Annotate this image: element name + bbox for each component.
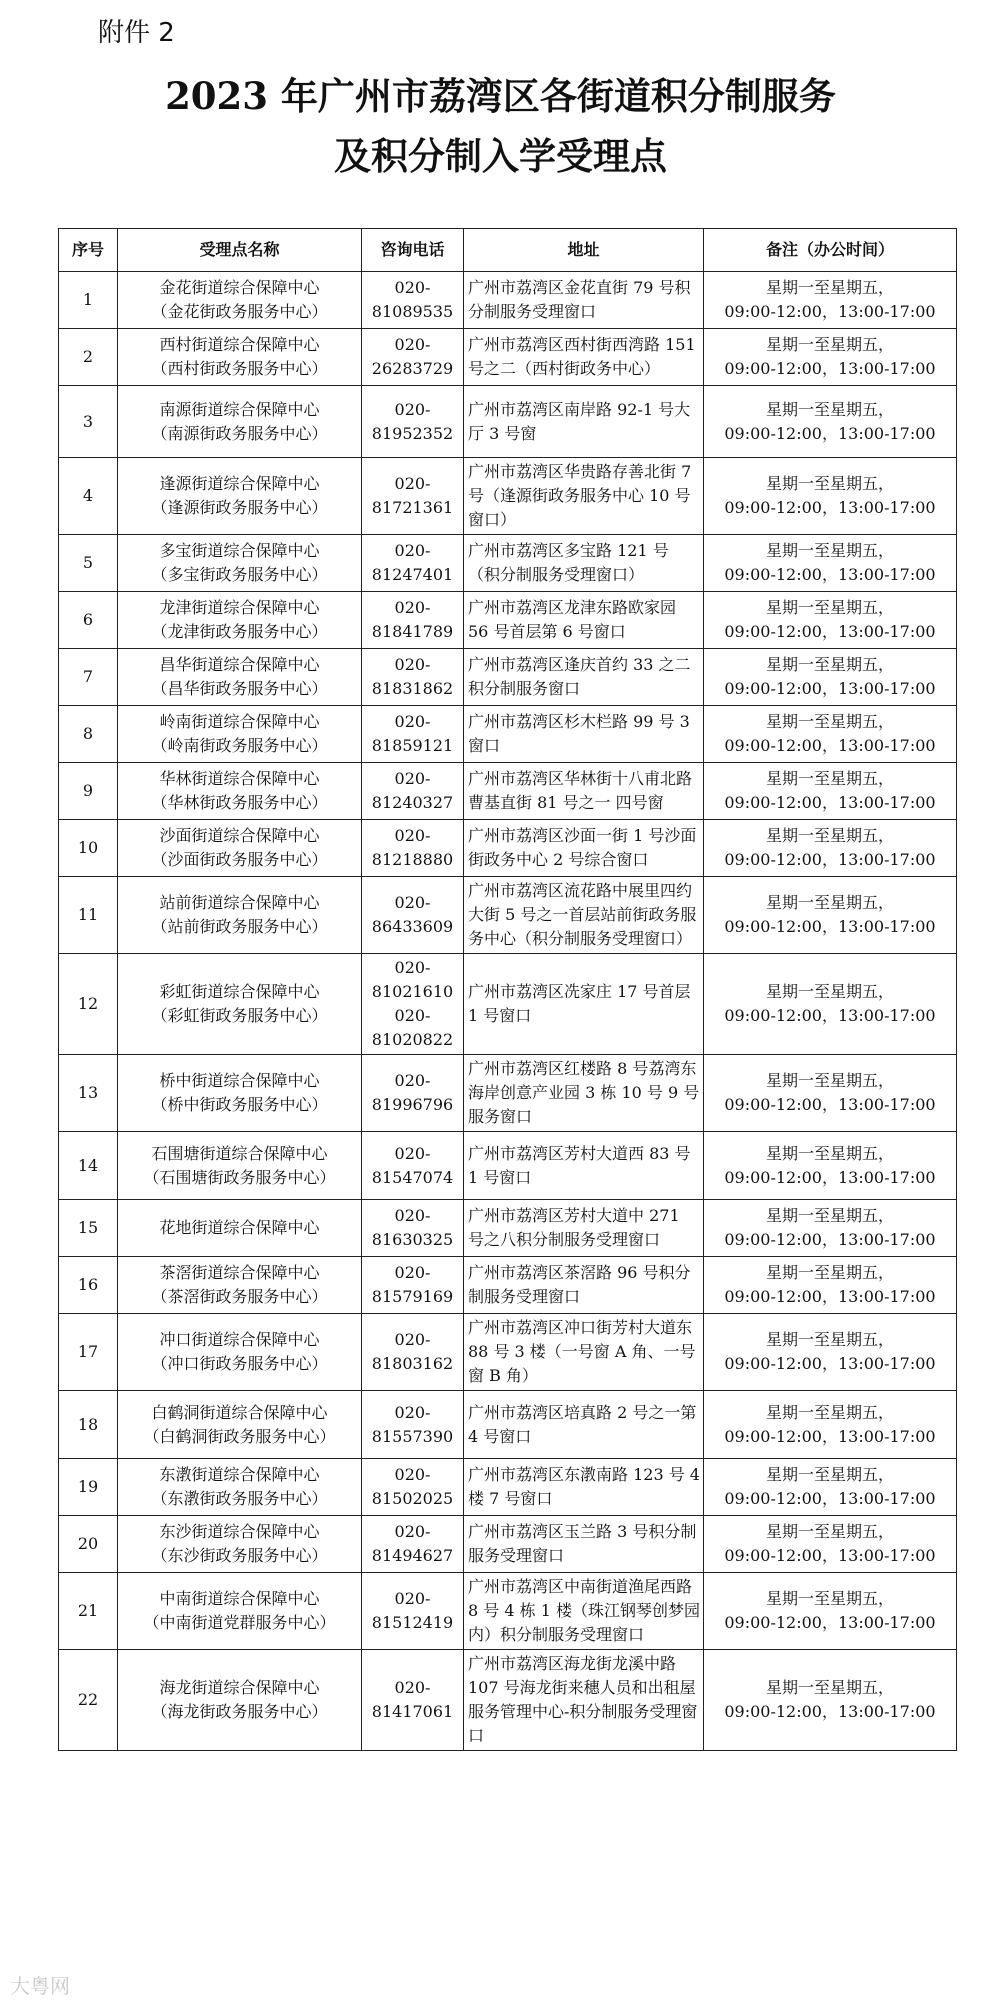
office-times: 09:00-12:00，13:00-17:00 xyxy=(724,1426,936,1446)
office-days: 星期一至星期五， xyxy=(765,399,894,419)
name-line: 华林街道综合保障中心 xyxy=(159,769,320,788)
office-times: 09:00-12:00，13:00-17:00 xyxy=(724,498,936,517)
service-point-name xyxy=(118,272,362,329)
office-days: 星期一至星期五， xyxy=(765,1206,894,1225)
table-header-row xyxy=(59,229,957,272)
office-days: 星期一至星期五， xyxy=(765,1263,894,1282)
header-note: 备注（办公时间） xyxy=(704,229,957,272)
office-days: 星期一至星期五， xyxy=(765,474,894,493)
service-point-name xyxy=(118,1257,362,1314)
attachment-label: 附件 2 xyxy=(98,18,175,48)
page-subtitle: 及积分制入学受理点 xyxy=(334,134,667,178)
name-subline: （逢源街政务服务中心） xyxy=(151,498,328,517)
name-line: 站前街道综合保障中心 xyxy=(159,893,320,912)
row-number: 13 xyxy=(59,1055,118,1132)
office-hours xyxy=(704,1516,957,1573)
office-times: 09:00-12:00，13:00-17:00 xyxy=(724,423,936,443)
name-subline: （彩虹街政务服务中心） xyxy=(151,1006,328,1025)
row-number: 22 xyxy=(59,1650,118,1751)
table-row xyxy=(59,820,957,877)
office-hours xyxy=(704,272,957,329)
office-days: 星期一至星期五， xyxy=(765,769,894,788)
address: 广州市荔湾区芳村大道中 271 号之八积分制服务受理窗口 xyxy=(464,1200,704,1257)
office-times: 09:00-12:00，13:00-17:00 xyxy=(724,1489,936,1508)
name-subline: （站前街政务服务中心） xyxy=(151,917,328,936)
row-number: 3 xyxy=(59,386,118,458)
phone-number: 020-81218880 xyxy=(362,820,464,877)
office-hours xyxy=(704,1200,957,1257)
table-row xyxy=(59,1314,957,1391)
office-times: 09:00-12:00，13:00-17:00 xyxy=(724,1167,936,1187)
table-row xyxy=(59,1055,957,1132)
office-hours xyxy=(704,706,957,763)
phone-number: 020-81547074 xyxy=(362,1132,464,1200)
row-number: 12 xyxy=(59,954,118,1055)
office-times: 09:00-12:00，13:00-17:00 xyxy=(724,917,936,936)
service-point-name xyxy=(118,1516,362,1573)
name-line: 东漖街道综合保障中心 xyxy=(159,1465,320,1484)
address: 广州市荔湾区海龙街龙溪中路 107 号海龙街来穗人员和出租屋服务管理中心-积分制服务受理窗口 xyxy=(464,1650,704,1751)
name-line: 石围塘街道综合保障中心 xyxy=(151,1143,328,1163)
table-row xyxy=(59,1391,957,1459)
page-title: 2023 年广州市荔湾区各街道积分制服务 xyxy=(165,74,836,118)
row-number: 18 xyxy=(59,1391,118,1459)
name-subline: （华林街政务服务中心） xyxy=(151,793,328,812)
office-times: 09:00-12:00，13:00-17:00 xyxy=(724,679,936,698)
name-line: 花地街道综合保障中心 xyxy=(159,1218,320,1237)
name-line: 彩虹街道综合保障中心 xyxy=(159,982,320,1001)
office-times: 09:00-12:00，13:00-17:00 xyxy=(724,736,936,755)
office-days: 星期一至星期五， xyxy=(765,982,894,1001)
phone-number: 020-81494627 xyxy=(362,1516,464,1573)
office-times: 09:00-12:00，13:00-17:00 xyxy=(724,850,936,869)
office-days: 星期一至星期五， xyxy=(765,335,894,354)
office-days: 星期一至星期五， xyxy=(765,1589,894,1608)
table-row xyxy=(59,1516,957,1573)
table-row xyxy=(59,954,957,1055)
name-subline: （多宝街政务服务中心） xyxy=(151,565,328,584)
row-number: 4 xyxy=(59,458,118,535)
name-line: 中南街道综合保障中心 xyxy=(159,1589,320,1608)
table-row xyxy=(59,1573,957,1650)
service-point-name xyxy=(118,649,362,706)
phone-number: 020-81841789 xyxy=(362,592,464,649)
row-number: 20 xyxy=(59,1516,118,1573)
office-days: 星期一至星期五， xyxy=(765,1330,894,1349)
row-number: 9 xyxy=(59,763,118,820)
phone-number: 020-81721361 xyxy=(362,458,464,535)
office-hours xyxy=(704,592,957,649)
office-hours xyxy=(704,1055,957,1132)
address: 广州市荔湾区红楼路 8 号荔湾东海岸创意产业园 3 栋 10 号 9 号服务窗口 xyxy=(464,1055,704,1132)
name-line: 西村街道综合保障中心 xyxy=(159,335,320,354)
office-hours xyxy=(704,954,957,1055)
table-row xyxy=(59,763,957,820)
office-times: 09:00-12:00，13:00-17:00 xyxy=(724,1613,936,1632)
row-number: 14 xyxy=(59,1132,118,1200)
office-hours xyxy=(704,649,957,706)
address: 广州市荔湾区南岸路 92-1 号大厅 3 号窗 xyxy=(464,386,704,458)
address: 广州市荔湾区冲口街芳村大道东 88 号 3 楼（一号窗 A 角、一号窗 B 角） xyxy=(464,1314,704,1391)
office-hours xyxy=(704,458,957,535)
table-row xyxy=(59,1257,957,1314)
office-times: 09:00-12:00，13:00-17:00 xyxy=(724,1354,936,1373)
name-line: 海龙街道综合保障中心 xyxy=(159,1678,320,1697)
address: 广州市荔湾区芳村大道西 83 号 1 号窗口 xyxy=(464,1132,704,1200)
phone-number: 020-81502025 xyxy=(362,1459,464,1516)
service-point-name xyxy=(118,592,362,649)
name-subline: （中南街道党群服务中心） xyxy=(143,1613,336,1632)
service-point-name xyxy=(118,877,362,954)
office-times: 09:00-12:00，13:00-17:00 xyxy=(724,1702,936,1721)
address: 广州市荔湾区华贵路存善北街 7 号（逢源街政务服务中心 10 号窗口） xyxy=(464,458,704,535)
office-hours xyxy=(704,1459,957,1516)
address: 广州市荔湾区华林街十八甫北路曹基直街 81 号之一 四号窗 xyxy=(464,763,704,820)
address: 广州市荔湾区金花直街 79 号积分制服务受理窗口 xyxy=(464,272,704,329)
phone-number: 020-81557390 xyxy=(362,1391,464,1459)
name-line: 东沙街道综合保障中心 xyxy=(159,1522,320,1541)
office-hours xyxy=(704,329,957,386)
phone-number: 020-26283729 xyxy=(362,329,464,386)
table-row xyxy=(59,1650,957,1751)
name-line: 多宝街道综合保障中心 xyxy=(159,541,320,560)
office-days: 星期一至星期五， xyxy=(765,826,894,845)
row-number: 17 xyxy=(59,1314,118,1391)
address: 广州市荔湾区东漖南路 123 号 4 楼 7 号窗口 xyxy=(464,1459,704,1516)
name-subline: （桥中街政务服务中心） xyxy=(151,1095,328,1114)
service-point-name xyxy=(118,1459,362,1516)
name-subline: （白鹤洞街政务服务中心） xyxy=(143,1426,336,1446)
row-number: 8 xyxy=(59,706,118,763)
header-phone: 咨询电话 xyxy=(362,229,464,272)
name-subline: （海龙街政务服务中心） xyxy=(151,1702,328,1721)
office-hours xyxy=(704,386,957,458)
name-line: 昌华街道综合保障中心 xyxy=(159,655,320,674)
name-subline: （南源街政务服务中心） xyxy=(151,423,328,443)
office-times: 09:00-12:00，13:00-17:00 xyxy=(724,1546,936,1565)
office-hours xyxy=(704,820,957,877)
service-point-name xyxy=(118,1055,362,1132)
table-row xyxy=(59,386,957,458)
name-subline: （龙津街政务服务中心） xyxy=(151,622,328,641)
name-line: 桥中街道综合保障中心 xyxy=(159,1071,320,1090)
service-point-name xyxy=(118,1200,362,1257)
office-days: 星期一至星期五， xyxy=(765,541,894,560)
office-times: 09:00-12:00，13:00-17:00 xyxy=(724,1230,936,1249)
office-hours xyxy=(704,1650,957,1751)
office-times: 09:00-12:00，13:00-17:00 xyxy=(724,1287,936,1306)
table-row xyxy=(59,877,957,954)
service-point-name xyxy=(118,1391,362,1459)
address: 广州市荔湾区冼家庄 17 号首层 1 号窗口 xyxy=(464,954,704,1055)
name-subline: （东漖街政务服务中心） xyxy=(151,1489,328,1508)
address: 广州市荔湾区流花路中展里四约大街 5 号之一首层站前街政务服务中心（积分制服务受理窗口） xyxy=(464,877,704,954)
office-days: 星期一至星期五， xyxy=(765,655,894,674)
address: 广州市荔湾区龙津东路欧家园 56 号首层第 6 号窗口 xyxy=(464,592,704,649)
row-number: 19 xyxy=(59,1459,118,1516)
office-days: 星期一至星期五， xyxy=(765,1143,894,1163)
phone-number: 020-81240327 xyxy=(362,763,464,820)
office-days: 星期一至星期五， xyxy=(765,1071,894,1090)
row-number: 15 xyxy=(59,1200,118,1257)
office-times: 09:00-12:00，13:00-17:00 xyxy=(724,359,936,378)
address: 广州市荔湾区逢庆首约 33 之二积分制服务窗口 xyxy=(464,649,704,706)
office-hours xyxy=(704,763,957,820)
phone-number: 020-81630325 xyxy=(362,1200,464,1257)
service-point-name xyxy=(118,1132,362,1200)
service-point-name xyxy=(118,1650,362,1751)
name-line: 逢源街道综合保障中心 xyxy=(159,474,320,493)
row-number: 5 xyxy=(59,535,118,592)
phone-number: 020-81247401 xyxy=(362,535,464,592)
watermark: 大粤网 xyxy=(10,1974,70,1998)
address: 广州市荔湾区培真路 2 号之一第 4 号窗口 xyxy=(464,1391,704,1459)
name-subline: （西村街政务服务中心） xyxy=(151,359,328,378)
address: 广州市荔湾区多宝路 121 号（积分制服务受理窗口） xyxy=(464,535,704,592)
office-days: 星期一至星期五， xyxy=(765,1465,894,1484)
office-hours xyxy=(704,535,957,592)
address: 广州市荔湾区杉木栏路 99 号 3 窗口 xyxy=(464,706,704,763)
office-times: 09:00-12:00，13:00-17:00 xyxy=(724,302,936,321)
table-row xyxy=(59,706,957,763)
office-hours xyxy=(704,1573,957,1650)
office-times: 09:00-12:00，13:00-17:00 xyxy=(724,1006,936,1025)
table-row xyxy=(59,1132,957,1200)
office-days: 星期一至星期五， xyxy=(765,1522,894,1541)
name-line: 白鹤洞街道综合保障中心 xyxy=(151,1402,328,1422)
address: 广州市荔湾区沙面一街 1 号沙面街政务中心 2 号综合窗口 xyxy=(464,820,704,877)
table-row xyxy=(59,649,957,706)
phone-number: 020-86433609 xyxy=(362,877,464,954)
office-days: 星期一至星期五， xyxy=(765,1402,894,1422)
office-hours xyxy=(704,1314,957,1391)
header-address: 地址 xyxy=(464,229,704,272)
office-times: 09:00-12:00，13:00-17:00 xyxy=(724,1095,936,1114)
office-hours xyxy=(704,877,957,954)
row-number: 1 xyxy=(59,272,118,329)
office-times: 09:00-12:00，13:00-17:00 xyxy=(724,565,936,584)
service-point-name xyxy=(118,954,362,1055)
row-number: 2 xyxy=(59,329,118,386)
office-times: 09:00-12:00，13:00-17:00 xyxy=(724,622,936,641)
service-point-name xyxy=(118,329,362,386)
name-subline: （东沙街政务服务中心） xyxy=(151,1546,328,1565)
name-line: 南源街道综合保障中心 xyxy=(159,399,320,419)
phone-number: 020-81579169 xyxy=(362,1257,464,1314)
office-days: 星期一至星期五， xyxy=(765,598,894,617)
name-line: 金花街道综合保障中心 xyxy=(159,278,320,297)
table-row xyxy=(59,458,957,535)
table-row xyxy=(59,1459,957,1516)
address: 广州市荔湾区中南街道渔尾西路 8 号 4 栋 1 楼（珠江钢琴创梦园内）积分制服务受理窗口 xyxy=(464,1573,704,1650)
table-row xyxy=(59,1200,957,1257)
service-point-name xyxy=(118,1314,362,1391)
address: 广州市荔湾区茶滘路 96 号积分制服务受理窗口 xyxy=(464,1257,704,1314)
office-hours xyxy=(704,1391,957,1459)
office-hours xyxy=(704,1132,957,1200)
name-subline: （金花街政务服务中心） xyxy=(151,302,328,321)
phone-number: 020-81803162 xyxy=(362,1314,464,1391)
office-days: 星期一至星期五， xyxy=(765,278,894,297)
service-point-name xyxy=(118,763,362,820)
name-subline: （茶滘街政务服务中心） xyxy=(151,1287,328,1306)
office-days: 星期一至星期五， xyxy=(765,1678,894,1697)
name-line: 岭南街道综合保障中心 xyxy=(159,712,320,731)
row-number: 6 xyxy=(59,592,118,649)
row-number: 11 xyxy=(59,877,118,954)
office-days: 星期一至星期五， xyxy=(765,893,894,912)
phone-number: 020-81512419 xyxy=(362,1573,464,1650)
table-row xyxy=(59,535,957,592)
service-point-name xyxy=(118,458,362,535)
office-hours xyxy=(704,1257,957,1314)
office-days: 星期一至星期五， xyxy=(765,712,894,731)
service-point-name xyxy=(118,535,362,592)
name-subline: （沙面街政务服务中心） xyxy=(151,850,328,869)
header-name: 受理点名称 xyxy=(118,229,362,272)
address: 广州市荔湾区玉兰路 3 号积分制服务受理窗口 xyxy=(464,1516,704,1573)
name-subline: （岭南街政务服务中心） xyxy=(151,736,328,755)
service-points-table xyxy=(58,228,957,1751)
name-line: 沙面街道综合保障中心 xyxy=(159,826,320,845)
name-line: 冲口街道综合保障中心 xyxy=(159,1330,320,1349)
name-line: 龙津街道综合保障中心 xyxy=(159,598,320,617)
row-number: 10 xyxy=(59,820,118,877)
row-number: 7 xyxy=(59,649,118,706)
row-number: 16 xyxy=(59,1257,118,1314)
phone-number: 020-81021610 020-81020822 xyxy=(362,954,464,1055)
table-row xyxy=(59,272,957,329)
table-row xyxy=(59,592,957,649)
header-no: 序号 xyxy=(59,229,118,272)
table-row xyxy=(59,329,957,386)
phone-number: 020-81859121 xyxy=(362,706,464,763)
name-subline: （昌华街政务服务中心） xyxy=(151,679,328,698)
row-number: 21 xyxy=(59,1573,118,1650)
phone-number: 020-81831862 xyxy=(362,649,464,706)
service-point-name xyxy=(118,386,362,458)
service-point-name xyxy=(118,706,362,763)
office-times: 09:00-12:00，13:00-17:00 xyxy=(724,793,936,812)
address: 广州市荔湾区西村街西湾路 151 号之二（西村街政务中心） xyxy=(464,329,704,386)
name-subline: （石围塘街政务服务中心） xyxy=(143,1167,336,1187)
name-line: 茶滘街道综合保障中心 xyxy=(159,1263,320,1282)
service-point-name xyxy=(118,1573,362,1650)
phone-number: 020-81089535 xyxy=(362,272,464,329)
phone-number: 020-81952352 xyxy=(362,386,464,458)
service-point-name xyxy=(118,820,362,877)
name-subline: （冲口街政务服务中心） xyxy=(151,1354,328,1373)
phone-number: 020-81996796 xyxy=(362,1055,464,1132)
phone-number: 020-81417061 xyxy=(362,1650,464,1751)
